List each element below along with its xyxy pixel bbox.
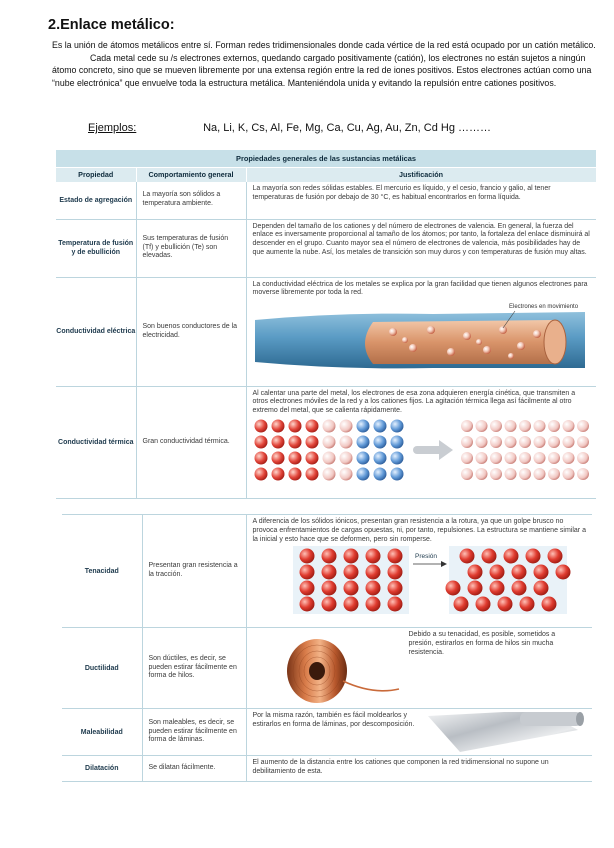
ion-sphere — [305, 435, 318, 448]
ion-sphere — [390, 419, 403, 432]
cation — [519, 597, 534, 612]
cation — [533, 581, 548, 596]
cation — [467, 565, 482, 580]
property-cell: Conductividad eléctrica — [56, 277, 136, 386]
ion-sphere — [461, 420, 473, 432]
ion-sphere — [548, 436, 560, 448]
ion-sphere — [490, 468, 502, 480]
cation — [343, 565, 358, 580]
electrons-label: Electrones en movimiento — [508, 304, 578, 311]
ion-sphere — [271, 419, 284, 432]
ion-sphere — [305, 419, 318, 432]
ion-sphere — [322, 419, 335, 432]
behavior-cell: Son dúctiles, es decir, se pueden estirar fácilmente en forma de hilos. — [142, 628, 246, 709]
header-behavior: Comportamiento general — [136, 167, 246, 182]
examples-label: Ejemplos: — [88, 122, 137, 134]
behavior-cell: Son maleables, es decir, se pueden estirar fácilmente en forma de láminas. — [142, 709, 246, 756]
property-cell: Dilatación — [62, 756, 142, 782]
cation — [555, 565, 570, 580]
table-row — [56, 386, 596, 498]
ion-sphere — [288, 467, 301, 480]
cation — [299, 565, 314, 580]
property-cell: Tenacidad — [62, 515, 142, 628]
ion-sphere — [288, 451, 301, 464]
cation — [321, 565, 336, 580]
ion-sphere — [475, 468, 487, 480]
cation — [365, 549, 380, 564]
ion-sphere — [504, 452, 516, 464]
ion-sphere — [519, 420, 531, 432]
cation — [387, 581, 402, 596]
behavior-cell: La mayoría son sólidos a temperatura ambiente. — [136, 182, 246, 219]
ion-sphere — [322, 467, 335, 480]
ion-sphere — [475, 436, 487, 448]
ion-sphere — [356, 419, 369, 432]
ion-sphere — [305, 451, 318, 464]
ion-sphere — [519, 468, 531, 480]
ion-sphere — [461, 436, 473, 448]
behavior-cell: Presentan gran resistencia a la tracción. — [142, 515, 246, 628]
cation — [489, 565, 504, 580]
lattice-heating — [254, 419, 403, 480]
table-row — [62, 756, 592, 782]
ion-sphere — [548, 420, 560, 432]
cation — [365, 597, 380, 612]
ion-sphere — [533, 468, 545, 480]
cation — [497, 597, 512, 612]
ion-sphere — [390, 435, 403, 448]
ion-sphere — [339, 467, 352, 480]
cation — [387, 597, 402, 612]
ion-sphere — [271, 451, 284, 464]
cation — [365, 565, 380, 580]
cation — [365, 581, 380, 596]
tenacity-figure — [253, 544, 589, 616]
justification-text: Debido a su tenacidad, es posible, sometidos a presión, estirarlos en forma de hilos sin mucha resistencia. — [408, 631, 556, 656]
ion-sphere — [461, 452, 473, 464]
ion-sphere — [562, 452, 574, 464]
ion-sphere — [390, 451, 403, 464]
ion-sphere — [356, 451, 369, 464]
cation — [299, 549, 314, 564]
property-cell: Temperatura de fusión y de ebullición — [56, 219, 136, 277]
ion-sphere — [562, 436, 574, 448]
justification-text: Por la misma razón, también es fácil moldearlos y estirarlos en forma de láminas, por descomposición. — [252, 712, 415, 728]
intro-paragraph-1: Es la unión de átomos metálicos entre sí. Forman redes tridimensionales donde cada vértice de la red está ocupado por un catión metálico. — [52, 40, 596, 50]
ion-sphere — [490, 436, 502, 448]
ion-sphere — [288, 435, 301, 448]
ion-sphere — [548, 452, 560, 464]
ion-sphere — [490, 452, 502, 464]
ion-sphere — [373, 467, 386, 480]
pressure-label: Presión — [414, 553, 437, 561]
ion-sphere — [519, 452, 531, 464]
ion-sphere — [577, 468, 589, 480]
ion-sphere — [356, 467, 369, 480]
table-row — [56, 277, 596, 386]
ion-sphere — [356, 435, 369, 448]
ion-sphere — [254, 451, 267, 464]
ion-sphere — [490, 420, 502, 432]
table-row — [62, 515, 592, 628]
behavior-text: Sus temperaturas de fusión (Tf) y ebullición (Te) son elevadas. — [142, 234, 229, 260]
cation — [489, 581, 504, 596]
copper-core — [365, 320, 564, 364]
justification-cell: La mayoría son redes sólidas estables. El mercurio es líquido, y el cesio, francio y galio, al tener temperaturas de fusión por debajo de 30 °C, es habitual encontrarlos en forma líquida. — [246, 182, 596, 219]
ion-sphere — [373, 451, 386, 464]
ion-sphere — [322, 451, 335, 464]
cation — [533, 565, 548, 580]
cation — [343, 549, 358, 564]
cation — [459, 549, 474, 564]
heat-arrow — [417, 440, 453, 460]
justification-cell — [246, 277, 596, 386]
lattice-heated — [461, 420, 589, 480]
cation — [321, 549, 336, 564]
cation — [547, 549, 562, 564]
justification-cell — [246, 628, 592, 709]
intro-paragraph-2: Cada metal cede su /s electrones externos, quedando cargado positivamente (catión), los electrones no están sujetos a ningún átomo concreto, sino que se mueven libremente por una extensa región entre la red de iones positivos. Estos electrones actúan como una “nube electrónica” que envuelve toda la estructura metálica. Manteniéndola unida y evitando la repulsión entre cationes positivos. — [52, 52, 592, 88]
property-cell: Estado de agregación — [56, 182, 136, 219]
cation — [343, 597, 358, 612]
behavior-cell: Se dilatan fácilmente. — [142, 756, 246, 782]
ion-sphere — [533, 452, 545, 464]
ion-sphere — [373, 435, 386, 448]
ion-sphere — [271, 435, 284, 448]
cation — [321, 581, 336, 596]
ion-sphere — [504, 468, 516, 480]
cation — [453, 597, 468, 612]
cation — [475, 597, 490, 612]
justification-text: La conductividad eléctrica de los metales se explica por la gran facilidad que tienen algunos electrones para moverse libremente por toda la red. — [252, 280, 588, 297]
behavior-cell — [136, 219, 246, 277]
aluminum-foil-image — [420, 712, 586, 752]
ion-sphere — [339, 435, 352, 448]
ion-sphere — [504, 436, 516, 448]
header-justification: Justificación — [246, 167, 596, 182]
cable-electrons-figure — [253, 298, 589, 374]
justification-text: Al calentar una parte del metal, los electrones de esa zona adquieren energía cinética, que transmiten a otros electrones móviles de la red y a los cationes fijos. La agitación térmica llega así fácilmente al otro extremo del metal, que se calienta rápidamente. — [252, 389, 576, 415]
pressure-arrow — [413, 553, 447, 567]
ion-sphere — [562, 468, 574, 480]
cation — [387, 565, 402, 580]
justification-cell: El aumento de la distancia entre los cationes que componen la red tridimensional no supone un debilitamiento de esta. — [246, 756, 592, 782]
cation — [299, 581, 314, 596]
examples-line — [88, 122, 491, 134]
ion-sphere — [562, 420, 574, 432]
justification-cell — [246, 709, 592, 756]
thermal-lattice-figure — [253, 416, 589, 484]
ion-sphere — [322, 435, 335, 448]
cation — [525, 549, 540, 564]
table-row — [56, 219, 596, 277]
table-row — [56, 182, 596, 219]
ion-sphere — [548, 468, 560, 480]
justification-text: A diferencia de los sólidos iónicos, presentan gran resistencia a la rotura, ya que un golpe brusco no provoca enfrentamientos de cargas opuestas, ni, por tanto, repulsiones. La estructura se mantiene similar a la inicial y esto hace que se deformen, pero sin romperse. — [252, 518, 586, 543]
ion-sphere — [271, 467, 284, 480]
ion-sphere — [254, 467, 267, 480]
copper-wire-spool-image — [253, 631, 403, 705]
behavior-cell: Son buenos conductores de la electricidad. — [136, 277, 246, 386]
property-cell: Conductividad térmica — [56, 386, 136, 498]
ion-sphere — [288, 419, 301, 432]
ion-sphere — [461, 468, 473, 480]
ion-sphere — [373, 419, 386, 432]
cation — [467, 581, 482, 596]
ion-sphere — [577, 420, 589, 432]
justification-cell — [246, 515, 592, 628]
justification-cell — [246, 386, 596, 498]
table-row — [62, 709, 592, 756]
ion-sphere — [390, 467, 403, 480]
ion-sphere — [504, 420, 516, 432]
property-cell: Ductilidad — [62, 628, 142, 709]
cation — [387, 549, 402, 564]
cation — [511, 565, 526, 580]
ion-sphere — [305, 467, 318, 480]
table-row — [62, 628, 592, 709]
ion-sphere — [254, 435, 267, 448]
cation — [299, 597, 314, 612]
header-property: Propiedad — [56, 167, 136, 182]
behavior-cell: Gran conductividad térmica. — [136, 386, 246, 498]
ion-sphere — [475, 452, 487, 464]
metallic-properties-table — [56, 150, 597, 499]
cation — [445, 581, 460, 596]
cation — [511, 581, 526, 596]
ion-sphere — [339, 451, 352, 464]
property-cell: Maleabilidad — [62, 709, 142, 756]
cable-end — [544, 320, 566, 364]
table-caption: Propiedades generales de las sustancias metálicas — [56, 150, 596, 167]
ion-sphere — [475, 420, 487, 432]
ion-sphere — [254, 419, 267, 432]
cation — [321, 597, 336, 612]
cation — [503, 549, 518, 564]
cation — [541, 597, 556, 612]
metallic-properties-table-2 — [62, 514, 592, 782]
intro-text — [52, 39, 600, 89]
section-title: 2.Enlace metálico: — [48, 17, 175, 33]
ion-sphere — [519, 436, 531, 448]
ion-sphere — [533, 436, 545, 448]
ion-sphere — [339, 419, 352, 432]
cation — [481, 549, 496, 564]
cation — [343, 581, 358, 596]
examples-list: Na, Li, K, Cs, Al, Fe, Mg, Ca, Cu, Ag, Au, Zn, Cd Hg ……… — [203, 122, 491, 134]
justification-cell: Dependen del tamaño de los cationes y del número de electrones de valencia. En general, la fuerza del enlace es inversamente proporcional al tamaño de los átomos; por tanto, la fortaleza del enlace disminuirá al descender en el grupo. Cuanto mayor sea el número de electrones de valencia, más posibilidades hay de que aumente la nube. Así, los metales de transición son muy duros y con temperaturas de fusión muy altas. — [246, 219, 596, 277]
ion-sphere — [577, 452, 589, 464]
ion-sphere — [577, 436, 589, 448]
ion-sphere — [533, 420, 545, 432]
